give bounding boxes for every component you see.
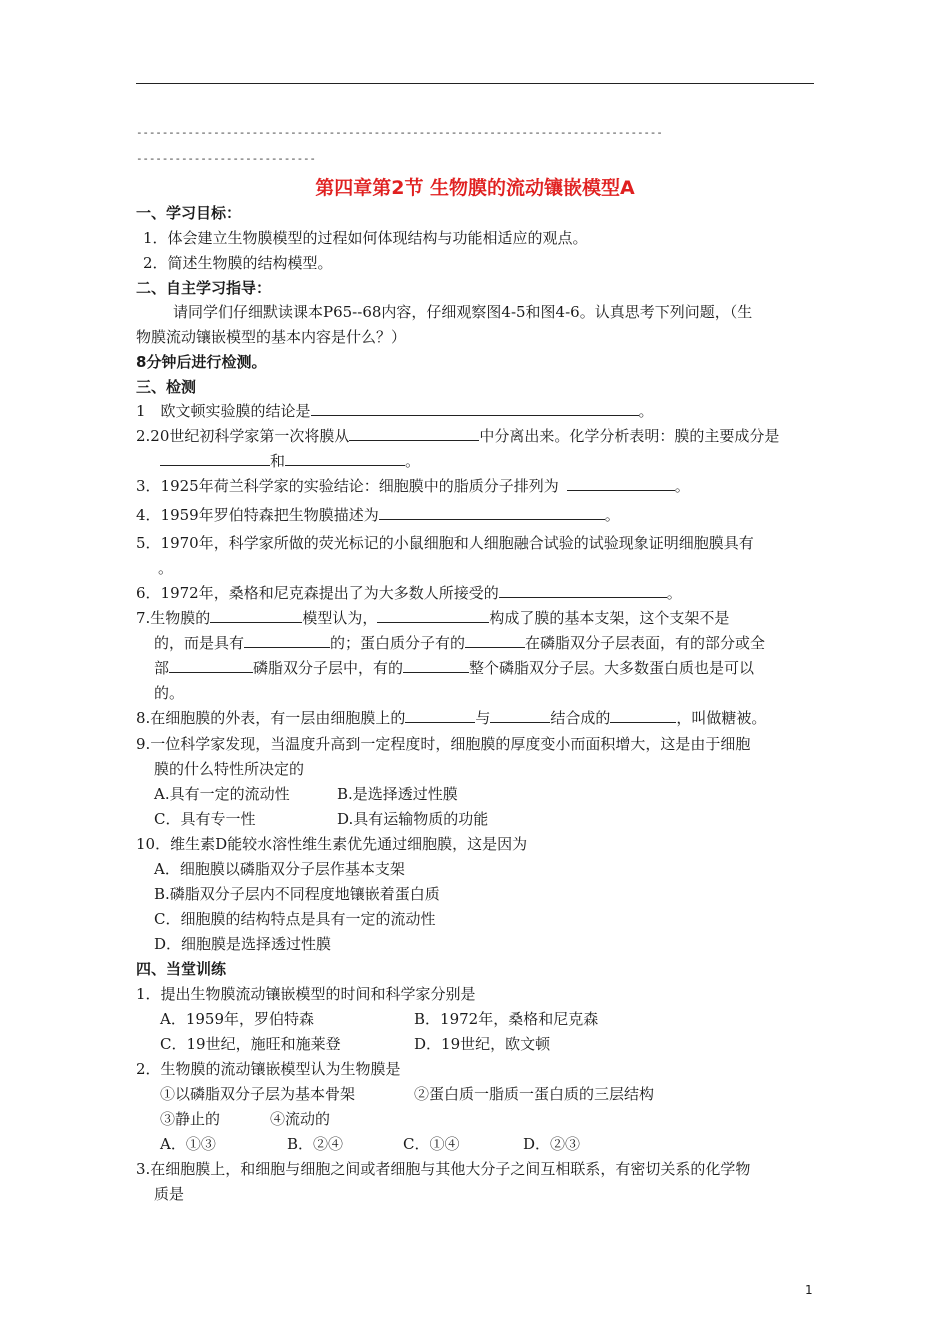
question-1: 1 欧文顿实验膜的结论是 。 (136, 402, 654, 420)
section-heading-test: 三、检测 (136, 378, 197, 396)
goal-item: 2．简述生物膜的结构模型。 (143, 254, 333, 272)
question-2-cont: 和 。 (160, 451, 420, 471)
option-10-A[interactable]: A．细胞膜以磷脂双分子层作基本支架 (154, 860, 405, 878)
practice-statement-1: ①以磷脂双分子层为基本骨架 (160, 1085, 356, 1103)
timing-note: 8分钟后进行检测。 (136, 353, 267, 371)
question-7-line4: 的。 (154, 684, 185, 702)
guide-paragraph-cont: 物膜流动镶嵌模型的基本内容是什么？） (136, 328, 407, 346)
section-heading-guide: 二、自主学习指导： (136, 279, 272, 297)
practice-option-2-D[interactable]: D．②③ (523, 1135, 581, 1153)
answer-blank[interactable] (285, 451, 405, 466)
answer-blank[interactable] (379, 505, 605, 520)
guide-paragraph: 请同学们仔细默读课本P65--68内容，仔细观察图4-5和图4-6。认真思考下列问题，（生 (173, 303, 753, 321)
answer-blank[interactable] (210, 608, 302, 623)
practice-statement-2: ②蛋白质一脂质一蛋白质的三层结构 (414, 1085, 655, 1103)
question-4: 4．1959年罗伯特森把生物膜描述为 。 (136, 506, 620, 524)
question-10: 10．维生素D能较水溶性维生素优先通过细胞膜，这是因为 (136, 835, 528, 853)
practice-option-1-C[interactable]: C．19世纪，施旺和施莱登 (160, 1035, 341, 1053)
option-10-B[interactable]: B.磷脂双分子层内不同程度地镶嵌着蛋白质 (154, 885, 440, 903)
option-10-C[interactable]: C．细胞膜的结构特点是具有一定的流动性 (154, 910, 436, 928)
answer-blank[interactable] (244, 633, 330, 648)
goal-item: 1．体会建立生物膜模型的过程如何体现结构与功能相适应的观点。 (143, 229, 588, 247)
page-number: 1 (805, 1283, 813, 1297)
practice-question-1: 1．提出生物膜流动镶嵌模型的时间和科学家分别是 (136, 985, 476, 1003)
header-dashes-short: ---------------------------- (136, 152, 316, 165)
question-5-cont: 。 (158, 559, 174, 577)
practice-option-2-C[interactable]: C．①④ (403, 1135, 460, 1153)
answer-blank[interactable] (499, 583, 667, 598)
page-title: 第四章第2节 生物膜的流动镶嵌模型A (315, 177, 635, 199)
answer-blank[interactable] (377, 608, 489, 623)
answer-blank[interactable] (160, 451, 270, 466)
answer-blank[interactable] (610, 708, 676, 723)
section-heading-goals: 一、学习目标： (136, 204, 242, 222)
header-rule (136, 83, 814, 84)
option-9-D[interactable]: D.具有运输物质的功能 (337, 810, 489, 828)
question-7-line3: 部 磷脂双分子层中，有的 整个磷脂双分子层。大多数蛋白质也是可以 (154, 659, 755, 677)
answer-blank[interactable] (403, 658, 469, 673)
practice-option-2-A[interactable]: A．①③ (160, 1135, 216, 1153)
answer-blank[interactable] (311, 401, 639, 416)
option-9-A[interactable]: A.具有一定的流动性 (154, 785, 290, 803)
question-5: 5．1970年，科学家所做的荧光标记的小鼠细胞和人细胞融合试验的试验现象证明细胞膜具有 (136, 534, 754, 552)
practice-question-3: 3.在细胞膜上，和细胞与细胞之间或者细胞与其他大分子之间互相联系，有密切关系的化学物 (136, 1160, 751, 1178)
practice-statement-4: ④流动的 (270, 1110, 331, 1128)
answer-blank[interactable] (490, 708, 550, 723)
practice-option-1-A[interactable]: A．1959年，罗伯特森 (160, 1010, 315, 1028)
question-9: 9.一位科学家发现，当温度升高到一定程度时，细胞膜的厚度变小而面积增大，这是由于细胞 (136, 735, 751, 753)
answer-blank[interactable] (405, 708, 475, 723)
practice-option-1-B[interactable]: B．1972年，桑格和尼克森 (414, 1010, 599, 1028)
answer-blank[interactable] (567, 476, 675, 491)
option-9-C[interactable]: C．具有专一性 (154, 810, 256, 828)
question-6: 6．1972年，桑格和尼克森提出了为大多数人所接受的 。 (136, 584, 682, 602)
question-8: 8.在细胞膜的外表，有一层由细胞膜上的 与 结合成的 ，叫做糖被。 (136, 709, 767, 727)
answer-blank[interactable] (349, 426, 479, 441)
practice-question-3-cont: 质是 (154, 1185, 185, 1203)
question-7-line2: 的，而是具有 的；蛋白质分子有的 在磷脂双分子层表面，有的部分或全 (154, 634, 766, 652)
option-10-D[interactable]: D．细胞膜是选择透过性膜 (154, 935, 332, 953)
section-heading-practice: 四、当堂训练 (136, 960, 227, 978)
practice-statement-3: ③静止的 (160, 1110, 221, 1128)
question-2: 2.20世纪初科学家第一次将膜从 中分离出来。化学分析表明：膜的主要成分是 (136, 427, 780, 445)
header-dashes: ---------------------------------------------------------------------------------- (136, 126, 663, 139)
practice-option-2-B[interactable]: B．②④ (287, 1135, 344, 1153)
question-7: 7.生物膜的 模型认为， 构成了膜的基本支架，这个支架不是 (136, 609, 730, 627)
option-9-B[interactable]: B.是选择透过性膜 (337, 785, 458, 803)
question-9-cont: 膜的什么特性所决定的 (154, 760, 305, 778)
question-3: 3．1925年荷兰科学家的实验结论：细胞膜中的脂质分子排列为 。 (136, 477, 690, 495)
practice-option-1-D[interactable]: D．19世纪，欧文顿 (414, 1035, 551, 1053)
answer-blank[interactable] (465, 633, 525, 648)
practice-question-2: 2．生物膜的流动镶嵌模型认为生物膜是 (136, 1060, 401, 1078)
answer-blank[interactable] (169, 658, 253, 673)
